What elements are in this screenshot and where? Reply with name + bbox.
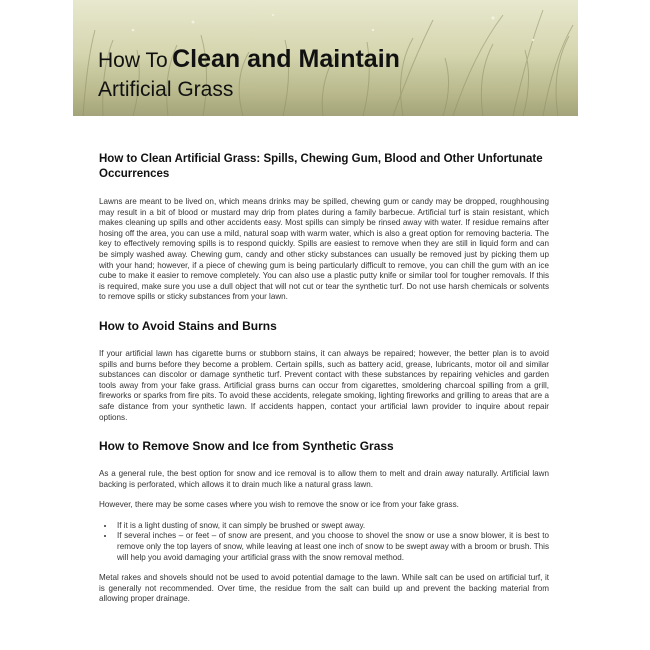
list-item: • If it is a light dusting of snow, it can simply be brushed or swept away.	[115, 521, 549, 532]
paragraph-stains: If your artificial lawn has cigarette burns or stubborn stains, it can always be repaired; however, the better plan is to avoid spills and burns before they become a problem. Certain spills, such as battery acid, grease, lubricants, motor oil and similar substances can discolor or damage synthetic turf. Prevent contact with these substances by repairing vehicles and garden tools away from your fake grass. Artificial grass burns can occur from cigarettes, smoldering charcoal spilling from a grill, fireworks or sparks from fire pits. To avoid these accidents, relegate smoking, lighting fireworks and grilling to areas that are a safe distance from your synthetic lawn. If accidents happen, contact your artificial lawn provider to inquire about repair options.	[99, 348, 549, 422]
snow-removal-list	[99, 521, 549, 563]
list-item: • If several inches – or feet – of snow are present, and you choose to shovel the snow or use a snow blower, it is best to remove only the top layers of snow, while leaving at least one inch of snow to be swept away with a broom or brush. This will help you avoid damaging your artificial grass with the snow removal method.	[115, 531, 549, 563]
banner-subtitle: Artificial Grass	[98, 78, 234, 101]
article-body	[99, 152, 549, 605]
section-heading-snow: How to Remove Snow and Ice from Synthetic Grass	[99, 439, 394, 454]
paragraph-snow-cases: However, there may be some cases where you wish to remove the snow or ice from your fake grass.	[99, 500, 459, 510]
banner-title-main: Clean and Maintain	[172, 45, 400, 73]
paragraph-closing: Metal rakes and shovels should not be used to avoid potential damage to the lawn. While salt can be used on artificial turf, it is generally not recommended. Over time, the residue from the salt can build up and prevent the backing material from allowing proper drainage.	[99, 573, 549, 604]
header-banner	[73, 0, 578, 116]
section-heading-stains: How to Avoid Stains and Burns	[99, 318, 277, 333]
banner-title	[98, 47, 400, 72]
section-heading-cleaning: How to Clean Artificial Grass: Spills, Chewing Gum, Blood and Other Unfortunate Occurrences	[99, 153, 543, 180]
paragraph-snow-general: As a general rule, the best option for snow and ice removal is to allow them to melt and drain away naturally. Artificial lawn backing is perforated, which allows it to drain much like a natural grass lawn.	[99, 469, 549, 489]
banner-title-prefix: How To	[98, 49, 168, 72]
paragraph-cleaning: Lawns are meant to be lived on, which means drinks may be spilled, chewing gum or candy may be dropped, roughhousing may result in a bit of blood or mustard may drip from plates during a family barbecue. Artificial turf is stain resistant, which makes cleaning up spills and other accidents easy. Most spills can simply be rinsed away with water. If residue remains after hosing off the area, you can use a mild, natural soap with warm water, which is also a great option for removing bacteria. The key to effectively removing spills is to respond quickly. Spills are easiest to remove when they are still in liquid form and can be simply washed away. Chewing gum, candy and other sticky substances can usually be removed just by picking them up with your hand; however, if a piece of chewing gum is being particularly difficult to remove, you can chill the gum with an ice cube to make it easier to remove completely. You can also use a plastic putty knife or similar tool for tougher removals. If this is required, make sure you use a dull object that will not cut or tear the synthetic turf. Do not use harsh chemicals or solvents to remove spills or sticky substances from your lawn.	[99, 197, 549, 302]
